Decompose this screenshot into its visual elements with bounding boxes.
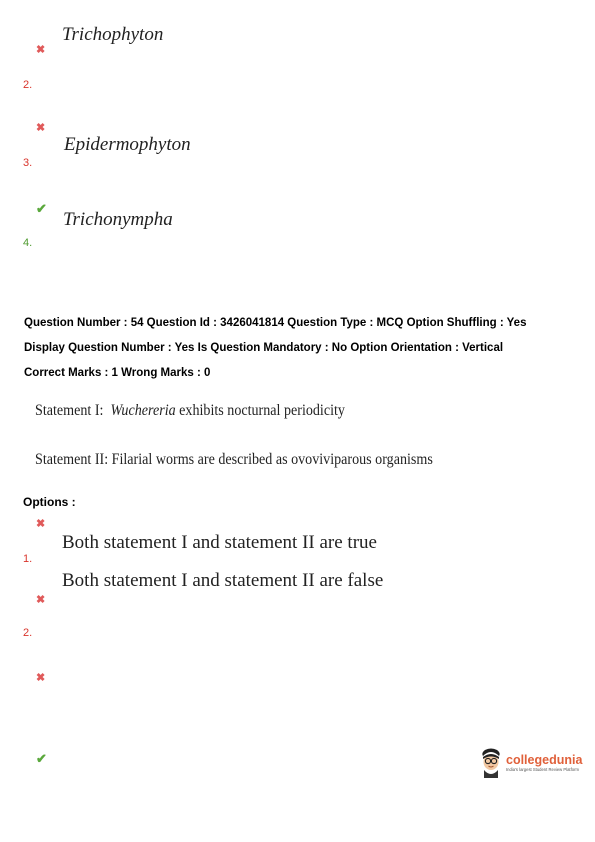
option-number: 2.: [23, 79, 33, 91]
question-meta-line-2: Display Question Number : Yes Is Question Mandatory : No Option Orientation : Vertical: [24, 342, 504, 354]
statement-2: Statement II: Filarial worms are described as ovoviviparous organisms: [35, 451, 433, 468]
collegedunia-logo: [480, 748, 582, 778]
question-meta-line-3: Correct Marks : 1 Wrong Marks : 0: [24, 367, 211, 379]
check-icon: ✔: [36, 201, 47, 216]
cross-icon: ✖: [36, 44, 46, 56]
statement-1: [35, 402, 345, 420]
option-text-trichonympha: Trichonympha: [63, 209, 173, 230]
options-label: Options :: [23, 495, 76, 509]
option-text-trichophyton: Trichophyton: [62, 24, 164, 45]
option-text-epidermophyton: Epidermophyton: [64, 134, 191, 155]
mascot-icon: [480, 748, 502, 778]
option-number: 2.: [23, 627, 33, 639]
statement-1-genus: Wuchereria: [110, 402, 176, 419]
option-text-both-true: Both statement I and statement II are true: [62, 532, 377, 553]
check-icon: ✔: [36, 751, 47, 766]
option-number: 4.: [23, 237, 33, 249]
cross-icon: ✖: [36, 594, 46, 606]
option-number: 3.: [23, 157, 33, 169]
logo-name: collegedunia: [506, 753, 583, 768]
option-text-both-false: Both statement I and statement II are false: [62, 570, 384, 591]
cross-icon: ✖: [36, 518, 46, 530]
option-number: 1.: [23, 553, 33, 565]
question-meta-line-1: Question Number : 54 Question Id : 3426041814 Question Type : MCQ Option Shuffling : Yes: [24, 317, 527, 329]
logo-tagline: India's largest Student Review Platform: [506, 766, 579, 772]
statement-1-prefix: Statement I:: [35, 402, 111, 419]
cross-icon: ✖: [36, 122, 46, 134]
cross-icon: ✖: [36, 672, 46, 684]
statement-1-rest: exhibits nocturnal periodicity: [175, 402, 345, 419]
